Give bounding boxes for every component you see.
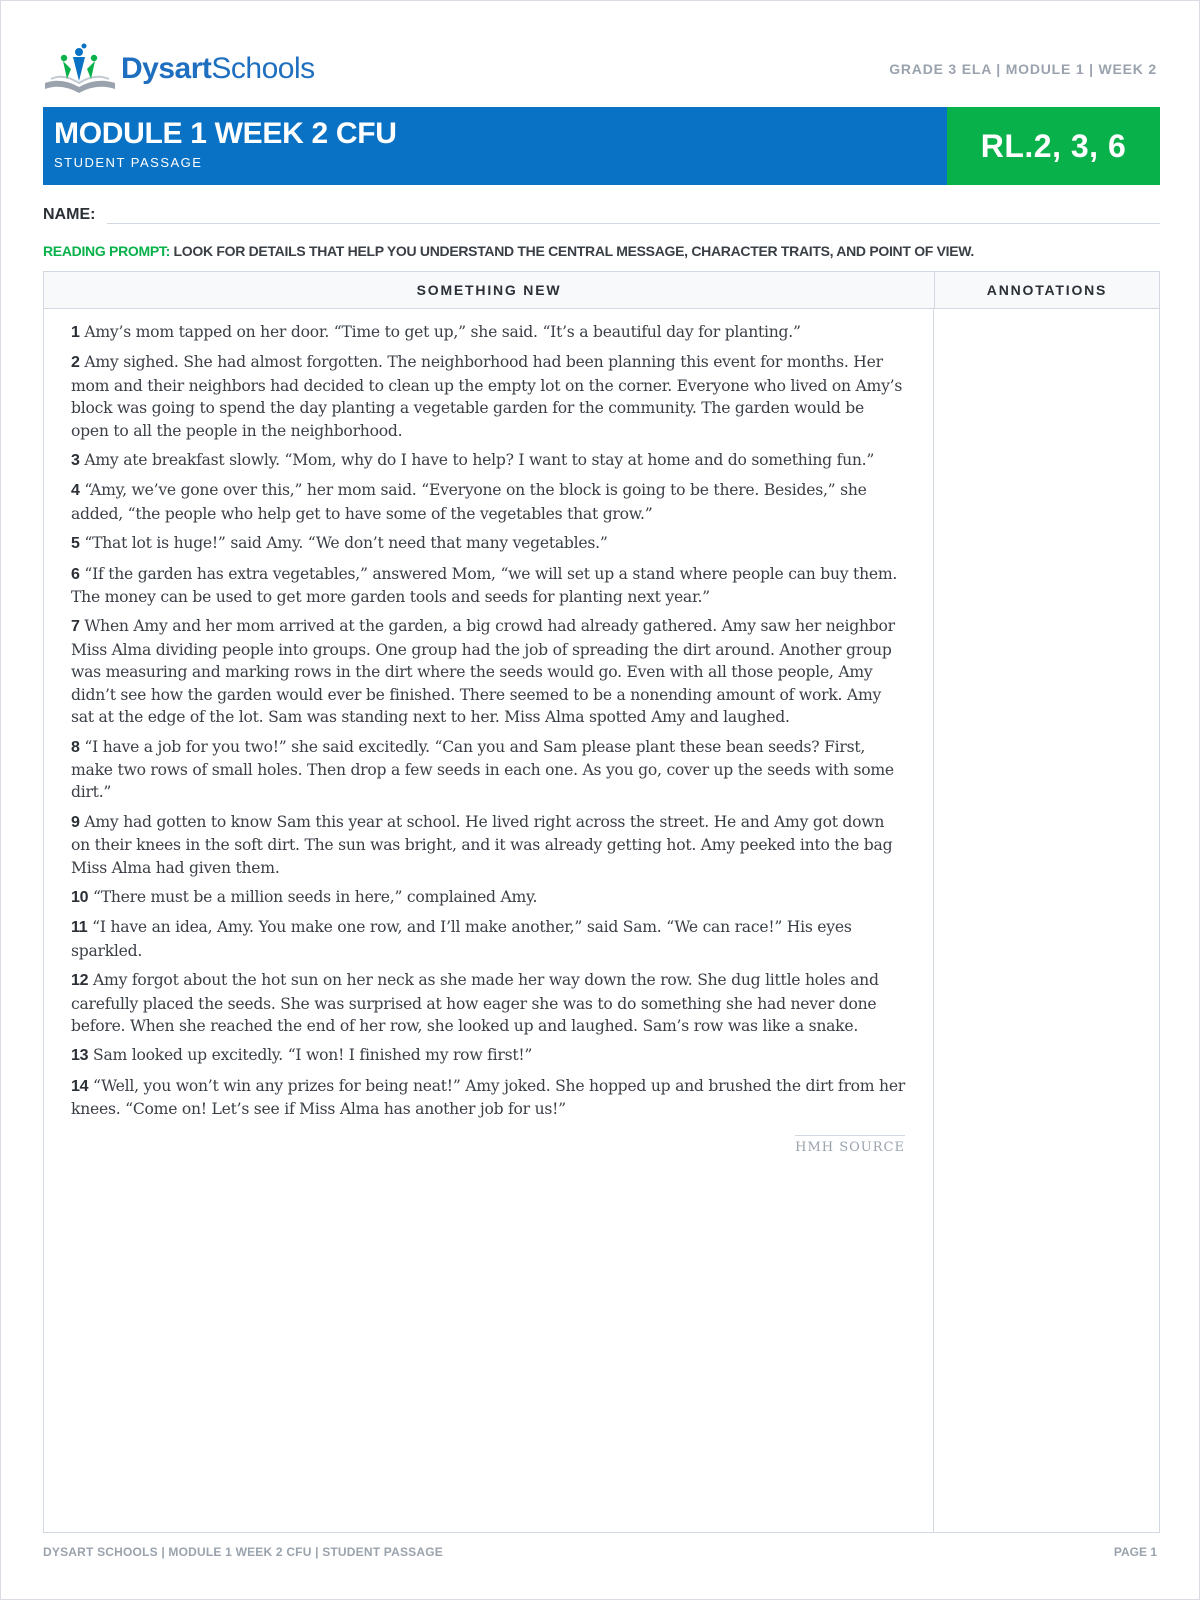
page-title: MODULE 1 WEEK 2 CFU xyxy=(54,117,397,150)
paragraph-number: 9 xyxy=(71,813,80,831)
paragraph-number: 5 xyxy=(71,535,80,553)
paragraph-text: Amy forgot about the hot sun on her neck as she made her way down the row. She dug little holes and carefully placed the seeds. She was surprised at how eager she was to do something she had never done before. When she reached the end of her row, she looked up and laughed. Sam’s row was like a snake. xyxy=(71,971,879,1035)
passage-column xyxy=(44,309,934,1533)
paragraph-number: 10 xyxy=(71,888,89,906)
passage-paragraph xyxy=(71,811,905,879)
paragraph-number: 11 xyxy=(71,919,88,937)
passage-paragraph xyxy=(71,479,905,525)
page-subtitle: STUDENT PASSAGE xyxy=(54,155,203,170)
paragraph-text: “That lot is huge!” said Amy. “We don’t need that many vegetables.” xyxy=(84,534,608,553)
table-header-row xyxy=(44,272,1159,309)
reading-prompt xyxy=(43,243,1160,259)
passage-paragraph xyxy=(71,449,905,472)
paragraph-text: Amy ate breakfast slowly. “Mom, why do I have to help? I want to stay at home and do something fun.” xyxy=(84,451,875,470)
logo-wordmark xyxy=(121,52,315,86)
paragraph-number: 4 xyxy=(71,482,80,500)
title-banner xyxy=(43,107,1160,185)
source-label: HMH SOURCE xyxy=(795,1135,905,1155)
passage-paragraph xyxy=(71,736,905,804)
paragraph-text: Amy sighed. She had almost forgotten. The neighborhood had been planning this event for months. Her mom and their neighbors had decided to clean up the empty lot on the corner. Everyone who lived on Amy’s block was going to spend the day planting a vegetable garden for the community. The garden would be open to all the people in the neighborhood. xyxy=(71,353,903,440)
paragraph-number: 6 xyxy=(71,565,80,583)
annotations-column[interactable] xyxy=(934,309,1159,1533)
standards-badge: RL.2, 3, 6 xyxy=(947,107,1160,185)
paragraph-number: 13 xyxy=(71,1047,89,1065)
passage-paragraph xyxy=(71,1075,905,1121)
passage-text xyxy=(71,321,905,1121)
annotations-column-header: ANNOTATIONS xyxy=(986,282,1108,298)
paragraph-text: Amy had gotten to know Sam this year at school. He lived right across the street. He and Amy got down on their knees in the soft dirt. The sun was bright, and it was already getting hot. Amy peeked into the bag Miss Alma had given them. xyxy=(71,812,893,877)
passage-paragraph xyxy=(71,563,905,609)
paragraph-number: 3 xyxy=(71,452,80,470)
paragraph-text: Amy’s mom tapped on her door. “Time to get up,” she said. “It’s a beautiful day for planting.” xyxy=(84,323,801,341)
passage-paragraph xyxy=(71,916,905,962)
paragraph-text: “I have a job for you two!” she said excitedly. “Can you and Sam please plant these bean seeds? First, make two rows of small holes. Then drop a few seeds in each one. As you go, cover up the seeds with some dirt.” xyxy=(71,737,894,802)
passage-paragraph xyxy=(71,969,905,1037)
book-people-logo-icon xyxy=(43,43,117,95)
passage-paragraph xyxy=(71,1044,905,1067)
passage-column-header: SOMETHING NEW xyxy=(44,272,935,308)
logo-word-dysart: Dysart xyxy=(121,52,212,85)
passage-paragraph xyxy=(71,886,905,909)
paragraph-number: 1 xyxy=(71,324,80,341)
paragraph-text: When Amy and her mom arrived at the garden, a big crowd had already gathered. Amy saw her neighbor Miss Alma dividing people into groups. One group had the job of spreading the dirt around. Another group was measuring and marking rows in the dirt where the seeds would go. Even with all those people, Amy didn’t see how the garden would ever be finished. There seemed to be a nonending amount of work. Amy sat at the edge of the lot. Sam was standing next to her. Miss Alma spotted Amy and laughed. xyxy=(71,617,895,727)
source-credit xyxy=(71,1135,905,1155)
passage-paragraph xyxy=(71,351,905,442)
name-write-line[interactable] xyxy=(107,205,1160,224)
paragraph-text: “There must be a million seeds in here,” complained Amy. xyxy=(93,887,538,906)
passage-table xyxy=(43,271,1160,1533)
paragraph-text: “If the garden has extra vegetables,” answered Mom, “we will set up a stand where people can buy them. The money can be used to get more garden tools and seeds for planting next year.” xyxy=(71,564,898,607)
name-label: NAME: xyxy=(43,206,96,223)
footer-page-number: PAGE 1 xyxy=(1113,1545,1157,1559)
footer-document-label: DYSART SCHOOLS | MODULE 1 WEEK 2 CFU | STUDENT PASSAGE xyxy=(43,1545,443,1559)
paragraph-text: “I have an idea, Amy. You make one row, and I’ll make another,” said Sam. “We can race!” His eyes sparkled. xyxy=(71,918,852,960)
paragraph-text: “Amy, we’ve gone over this,” her mom said. “Everyone on the block is going to be there. Besides,” she added, “the people who help get to have some of the vegetables that grow.” xyxy=(71,481,867,523)
paragraph-number: 8 xyxy=(71,738,80,756)
paragraph-number: 12 xyxy=(71,972,89,990)
passage-paragraph xyxy=(71,532,905,555)
reading-prompt-text: LOOK FOR DETAILS THAT HELP YOU UNDERSTAND THE CENTRAL MESSAGE, CHARACTER TRAITS, AND POINT OF VIEW. xyxy=(173,243,975,259)
paragraph-text: “Well, you won’t win any prizes for being neat!” Amy joked. She hopped up and brushed the dirt from her knees. “Come on! Let’s see if Miss Alma has another job for us!” xyxy=(71,1076,906,1119)
passage-paragraph xyxy=(71,321,905,344)
name-field-row xyxy=(43,205,1160,224)
reading-prompt-label: READING PROMPT: xyxy=(43,243,170,259)
table-body-row xyxy=(44,309,1159,1533)
logo-word-schools: Schools xyxy=(211,52,315,85)
passage-paragraph xyxy=(71,615,905,728)
paragraph-number: 2 xyxy=(71,354,80,372)
course-breadcrumb: GRADE 3 ELA | MODULE 1 | WEEK 2 xyxy=(889,61,1157,77)
paragraph-text: Sam looked up excitedly. “I won! I finished my row first!” xyxy=(93,1046,533,1065)
title-block xyxy=(43,107,947,185)
paragraph-number: 7 xyxy=(71,618,80,636)
dysart-logo xyxy=(43,43,315,95)
paragraph-number: 14 xyxy=(71,1077,89,1095)
